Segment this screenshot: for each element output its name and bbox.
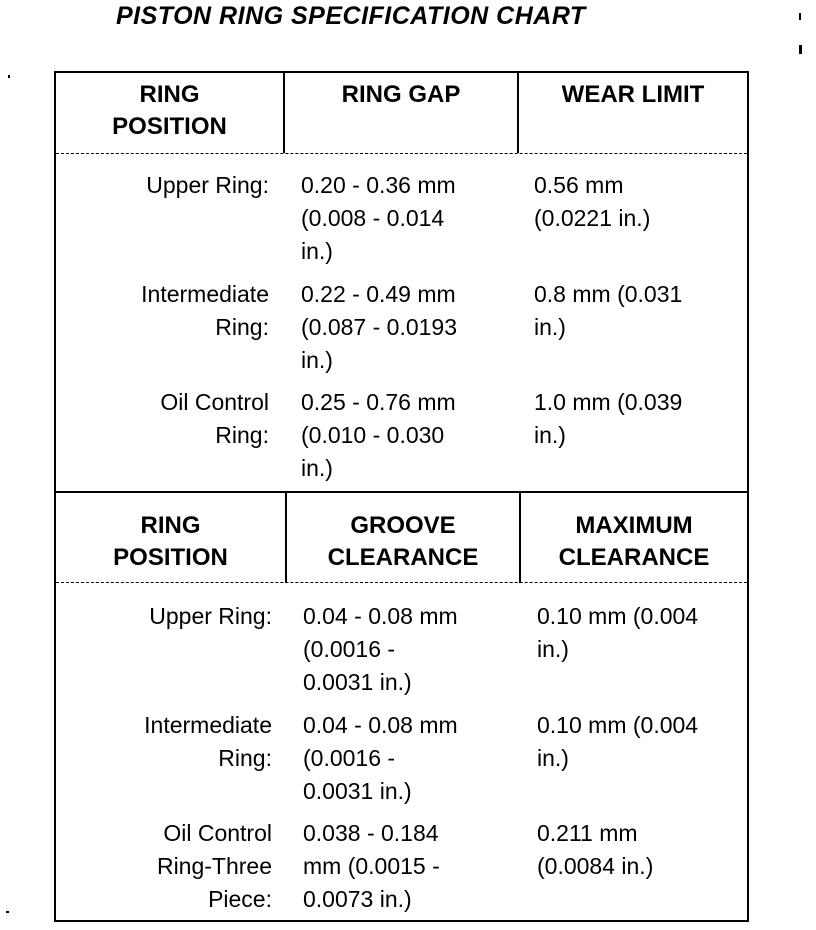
ring-gap-cell: 0.25 - 0.76 mm (0.010 - 0.030 in.) [301,389,456,481]
divider [56,153,747,154]
wear-limit-cell: 0.8 mm (0.031 in.) [534,281,683,340]
spec-chart [54,71,749,922]
ring-position-cell: Intermediate Ring: [141,281,269,340]
header-ring-position: RING POSITION [112,81,227,140]
groove-clearance-cell: 0.038 - 0.184 mm (0.0015 - 0.0073 in.) [303,820,440,912]
header-maximum-clearance: MAXIMUM CLEARANCE [558,512,710,571]
ring-position-cell: Upper Ring: [149,603,272,629]
maximum-clearance-cell: 0.10 mm (0.004 in.) [537,712,699,771]
groove-clearance-cell: 0.04 - 0.08 mm (0.0016 - 0.0031 in.) [303,712,458,804]
header-wear-limit: WEAR LIMIT [561,81,705,108]
page-title: PISTON RING SPECIFICATION CHART [116,2,586,30]
header-ring-gap: RING GAP [341,81,461,108]
ring-position-cell: Oil Control Ring-Three Piece: [156,820,272,912]
maximum-clearance-cell: 0.211 mm (0.0084 in.) [537,820,654,879]
ring-gap-cell: 0.22 - 0.49 mm (0.087 - 0.0193 in.) [301,281,458,373]
ring-gap-cell: 0.20 - 0.36 mm (0.008 - 0.014 in.) [301,172,456,264]
groove-clearance-cell: 0.04 - 0.08 mm (0.0016 - 0.0031 in.) [303,603,458,695]
header-ring-position: RING POSITION [113,512,228,571]
divider [56,491,747,493]
ring-position-cell: Intermediate Ring: [144,712,272,771]
wear-limit-cell: 0.56 mm (0.0221 in.) [534,172,651,231]
scan-speck [799,45,802,54]
ring-position-cell: Oil Control Ring: [160,389,269,448]
scan-speck [6,911,9,913]
ring-position-cell: Upper Ring: [146,172,269,198]
wear-limit-cell: 1.0 mm (0.039 in.) [534,389,683,448]
scan-speck [8,75,10,78]
maximum-clearance-cell: 0.10 mm (0.004 in.) [537,603,699,662]
scan-speck [799,13,801,20]
divider [56,582,747,583]
header-groove-clearance: GROOVE CLEARANCE [327,512,479,571]
